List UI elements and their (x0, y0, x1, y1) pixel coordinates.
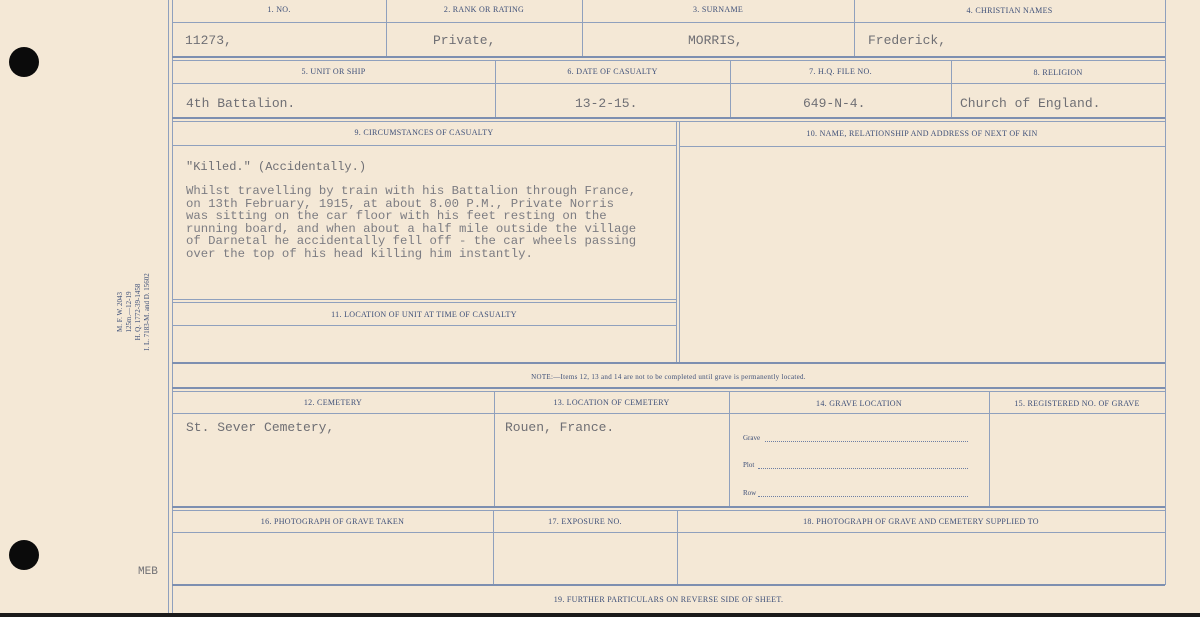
label-location-of-unit: 11. LOCATION OF UNIT AT TIME OF CASUALTY (331, 310, 517, 319)
divider (676, 121, 677, 363)
punch-hole-bottom (9, 540, 39, 570)
divider (951, 60, 952, 118)
label-location-of-cemetery: 13. LOCATION OF CEMETERY (553, 398, 670, 407)
label-grave-location: 14. GRAVE LOCATION (816, 399, 902, 408)
unit: 4th Battalion. (186, 96, 296, 111)
footer-note: 19. FURTHER PARTICULARS ON REVERSE SIDE OF SHEET. (553, 595, 784, 604)
label-photo-taken: 16. PHOTOGRAPH OF GRAVE TAKEN (260, 517, 405, 526)
divider (854, 0, 855, 57)
divider (729, 391, 730, 507)
label-christian-names: 4. CHRISTIAN NAMES (966, 6, 1053, 15)
divider (172, 299, 676, 300)
label-circumstances: 9. CIRCUMSTANCES OF CASUALTY (354, 128, 494, 137)
divider (172, 532, 1165, 533)
label-photo-supplied: 18. PHOTOGRAPH OF GRAVE AND CEMETERY SUPPLIED TO (803, 517, 1039, 526)
divider (172, 391, 1165, 392)
label-file-no: 7. H.Q. FILE NO. (809, 67, 872, 76)
print-line: M. F. W. 2043 (116, 292, 124, 332)
divider (172, 22, 1165, 23)
cemetery-location: Rouen, France. (505, 420, 615, 435)
divider (730, 60, 731, 118)
row-field-line (758, 496, 968, 497)
label-rank: 2. RANK OR RATING (443, 5, 525, 14)
divider (494, 391, 495, 507)
divider (172, 510, 1165, 511)
divider (172, 387, 1165, 389)
service-number: 11273, (185, 33, 232, 48)
left-border (168, 0, 169, 617)
grave-field-line (765, 441, 968, 442)
label-surname: 3. SURNAME (692, 5, 744, 14)
form-print-code (116, 262, 152, 362)
surname: MORRIS, (688, 33, 743, 48)
label-cemetery: 12. CEMETERY (303, 398, 363, 407)
print-line: I. L. 7183-M. and D. 15602 (143, 273, 151, 351)
print-line: H. Q. 1772-39-1458 (134, 283, 142, 341)
divider (172, 121, 1165, 122)
note-text: NOTE:—Items 12, 13 and 14 are not to be completed until grave is permanently located. (531, 373, 806, 381)
divider (172, 83, 1165, 84)
grave-field-label: Grave (743, 434, 761, 442)
divider (493, 510, 494, 585)
right-border (1165, 0, 1166, 585)
label-date: 6. DATE OF CASUALTY (567, 67, 658, 76)
initials: MEB (138, 566, 158, 578)
cemetery: St. Sever Cemetery, (186, 420, 335, 435)
hq-file-no: 649-N-4. (803, 96, 866, 111)
divider (172, 302, 676, 303)
print-line: 125m.—12-19 (125, 291, 133, 333)
plot-field-line (758, 468, 968, 469)
divider (989, 391, 990, 507)
divider (172, 145, 676, 146)
punch-hole-top (9, 47, 39, 77)
divider (172, 362, 1165, 364)
circumstances-text: Whilst travelling by train with his Battalion through France, on 13th February, 1915, at about 8.00 P.M., Private Norris was sitting on the car floor with his feet resting on the running board, and when about a half mile outside the village of Darnetal he accidentally fell off - the car wheels passing over the top of his head killing him instantly. (186, 184, 637, 261)
rank: Private, (433, 33, 496, 48)
divider (495, 60, 496, 118)
divider (386, 0, 387, 57)
divider (172, 413, 1165, 414)
date-of-casualty: 13-2-15. (575, 96, 638, 111)
divider (172, 117, 1165, 119)
religion: Church of England. (960, 96, 1101, 111)
bottom-edge (0, 613, 1200, 617)
label-registered-no: 15. REGISTERED NO. OF GRAVE (1014, 399, 1140, 408)
divider (172, 56, 1165, 58)
divider (172, 584, 1165, 586)
divider (172, 325, 676, 326)
label-next-of-kin: 10. NAME, RELATIONSHIP AND ADDRESS OF NEXT OF KIN (806, 129, 1038, 138)
divider (172, 506, 1165, 508)
plot-field-label: Plot (743, 461, 755, 469)
divider (677, 510, 678, 585)
label-number: 1. NO. (267, 5, 291, 14)
label-religion: 8. RELIGION (1033, 68, 1083, 77)
row-field-label: Row (743, 489, 757, 497)
label-exposure-no: 17. EXPOSURE NO. (548, 517, 622, 526)
label-unit: 5. UNIT OR SHIP (301, 67, 366, 76)
christian-names: Frederick, (868, 33, 947, 48)
divider (582, 0, 583, 57)
divider (679, 121, 680, 363)
divider (679, 146, 1165, 147)
divider (172, 60, 1165, 61)
casualty-status: "Killed." (Accidentally.) (186, 160, 367, 174)
